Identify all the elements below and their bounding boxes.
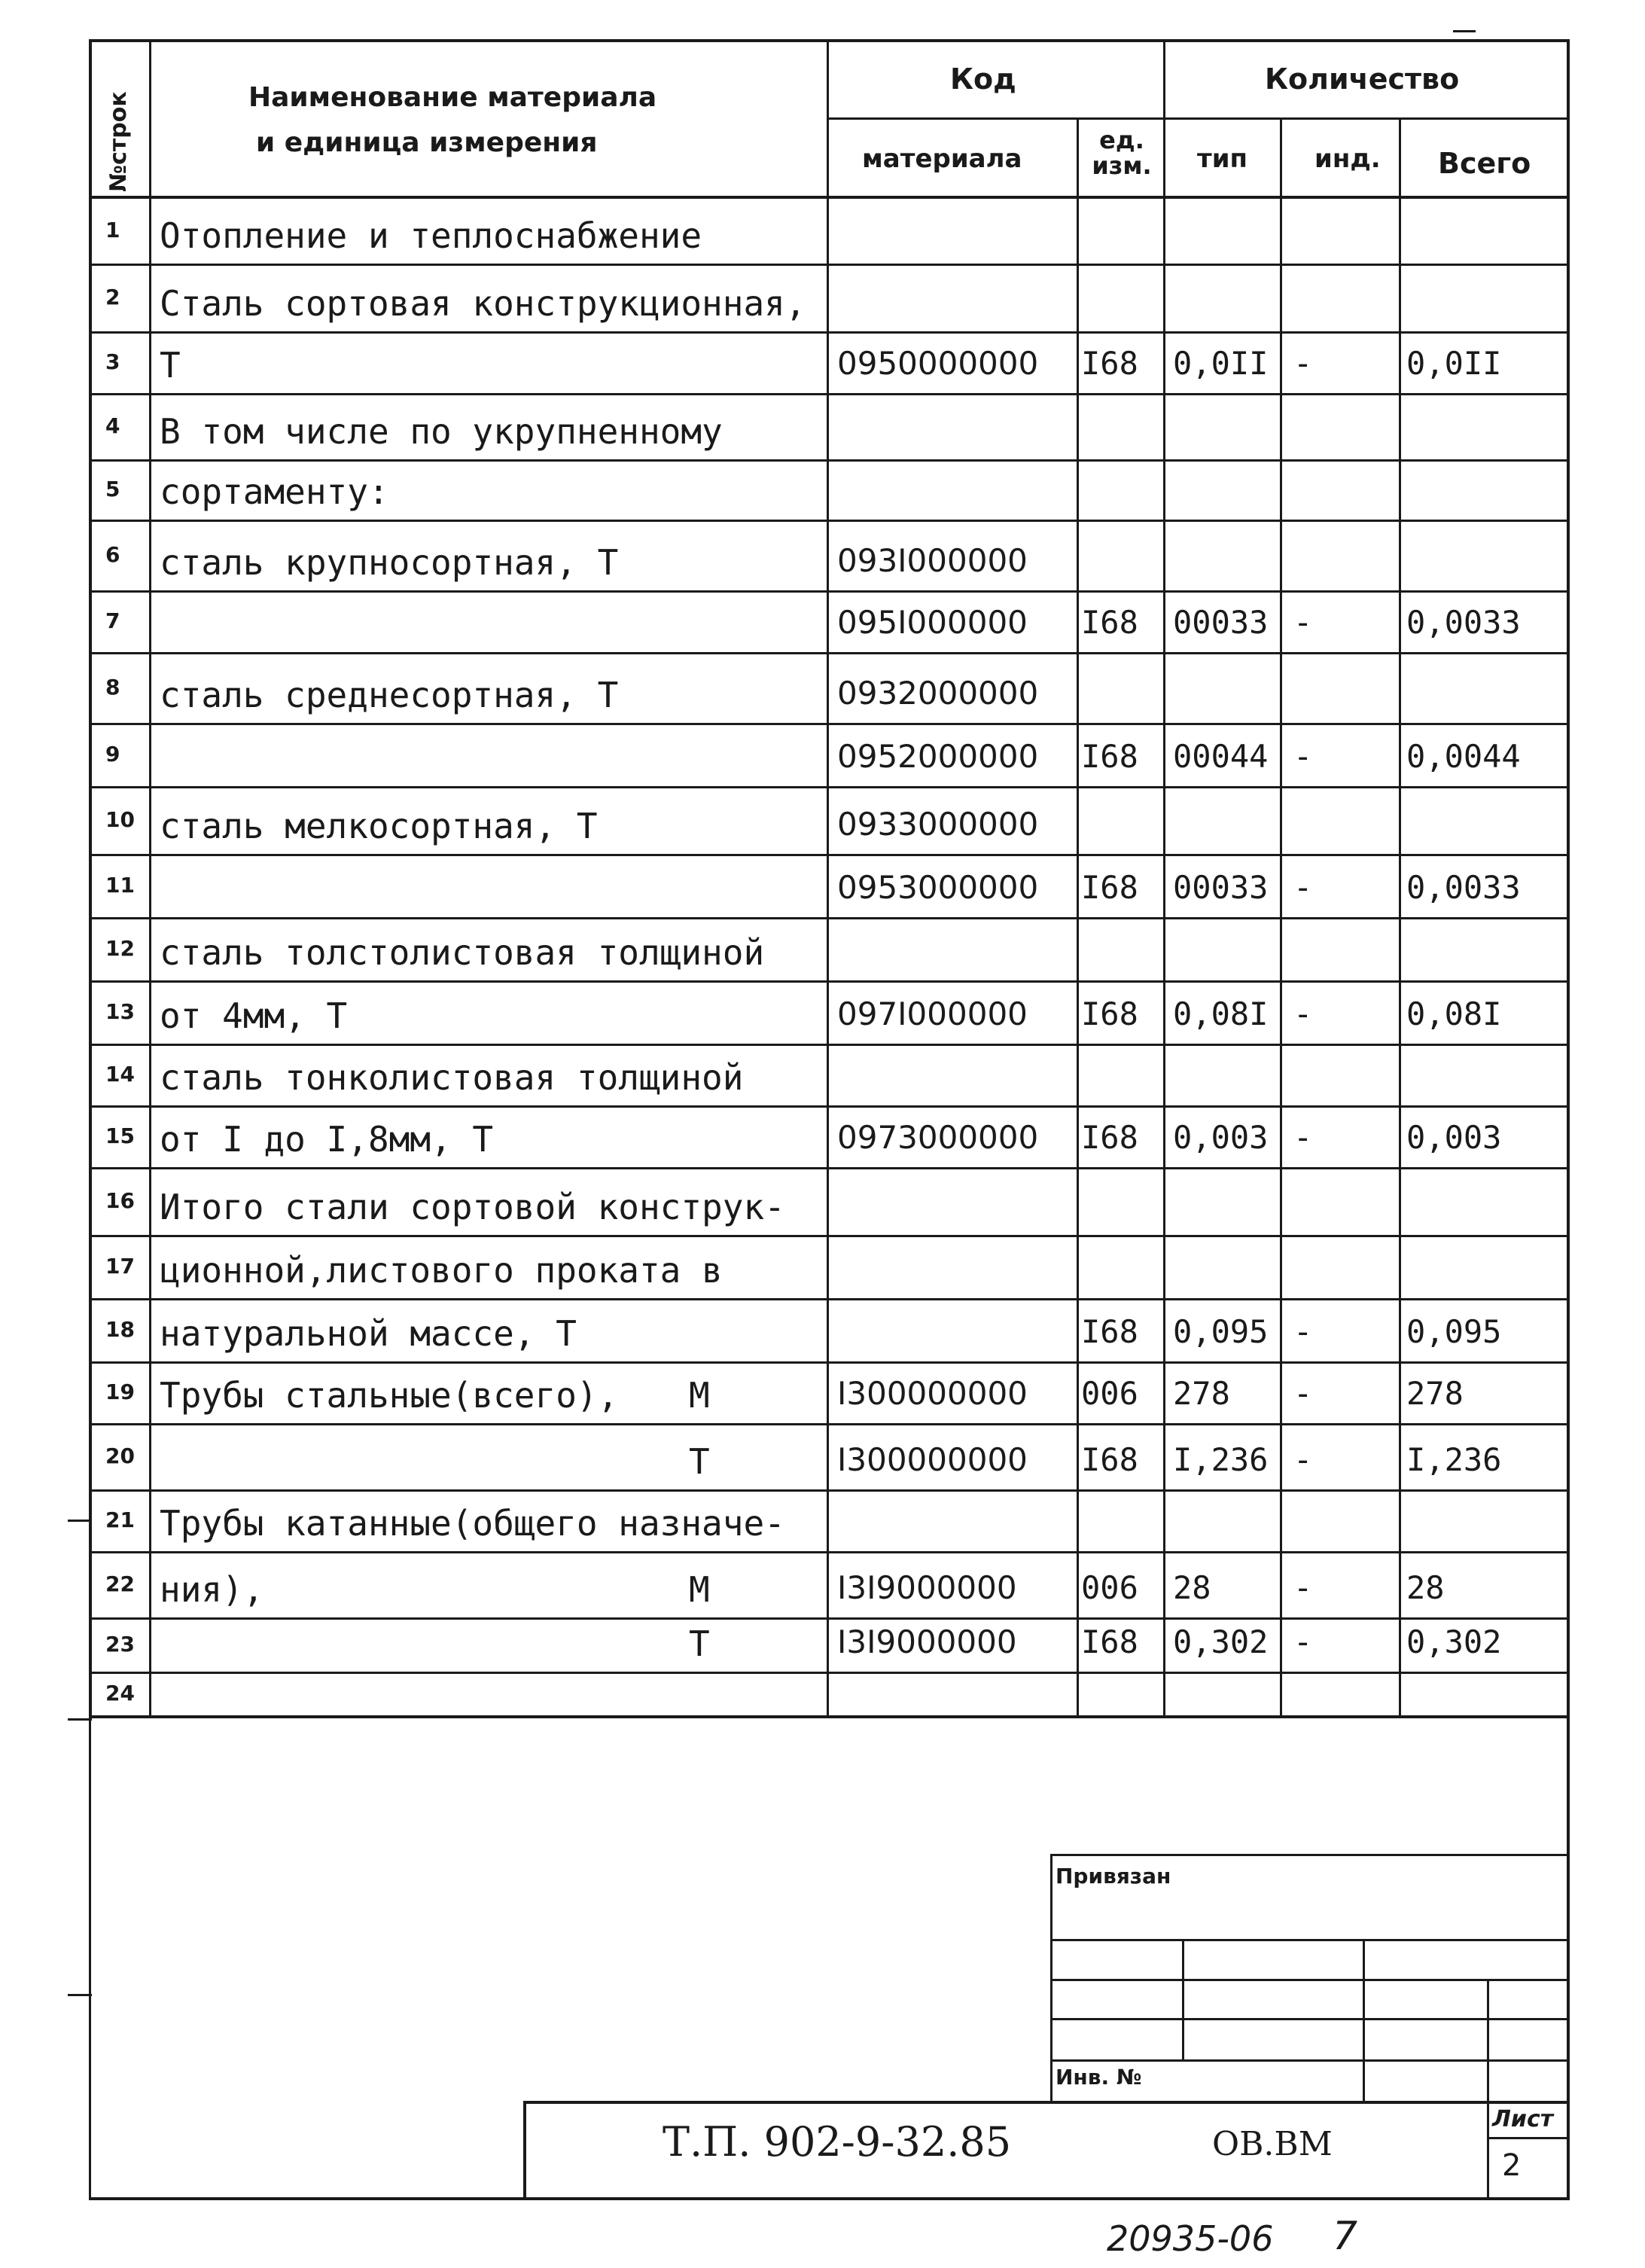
stamp-col-2 bbox=[1363, 1939, 1365, 2102]
row-number: 10 bbox=[105, 807, 135, 832]
table-right-border bbox=[1567, 39, 1570, 1718]
row-divider bbox=[89, 1235, 1570, 1237]
row-name: сортаменту: bbox=[160, 471, 389, 512]
row-qty-ind: - bbox=[1293, 1313, 1313, 1350]
header-row-number: №строк bbox=[105, 91, 132, 192]
row-number: 17 bbox=[105, 1254, 135, 1279]
row-qty-type: 28 bbox=[1173, 1569, 1211, 1606]
row-name: сталь тонколистовая толщиной bbox=[160, 1057, 744, 1098]
row-name: Т bbox=[160, 345, 181, 386]
row-number: 19 bbox=[105, 1379, 135, 1404]
row-number: 14 bbox=[105, 1062, 135, 1087]
row-unit-code: I68 bbox=[1081, 738, 1138, 775]
row-material-code: 0950000000 bbox=[837, 345, 1039, 382]
row-unit-code: I68 bbox=[1081, 1623, 1138, 1660]
stamp-row-3 bbox=[1050, 2018, 1570, 2020]
row-material-code: 0933000000 bbox=[837, 806, 1039, 843]
row-qty-type: 0,302 bbox=[1173, 1623, 1269, 1660]
row-qty-total: 0,0044 bbox=[1406, 738, 1521, 775]
row-material-code: 0952000000 bbox=[837, 738, 1039, 775]
sheet-number: 2 bbox=[1502, 2148, 1522, 2183]
row-name: натуральной массе, Т bbox=[160, 1313, 577, 1354]
row-material-code: 097I000000 bbox=[837, 995, 1028, 1032]
table-bottom-border bbox=[89, 1715, 1570, 1718]
row-divider bbox=[89, 723, 1570, 725]
row-unit-code: I68 bbox=[1081, 1313, 1138, 1350]
row-qty-total: 0,0II bbox=[1406, 345, 1502, 382]
header-subline bbox=[827, 117, 1570, 120]
row-material-code: I300000000 bbox=[837, 1441, 1028, 1478]
row-number: 7 bbox=[105, 608, 120, 633]
row-unit-suffix: Т bbox=[689, 1623, 710, 1664]
table-left-border bbox=[89, 39, 92, 1718]
row-qty-total: 0,0033 bbox=[1406, 869, 1521, 906]
row-qty-type: 00044 bbox=[1173, 738, 1269, 775]
row-divider bbox=[89, 1617, 1570, 1620]
archive-page: 7 bbox=[1333, 2214, 1358, 2259]
row-divider bbox=[89, 854, 1570, 856]
row-number: 22 bbox=[105, 1571, 135, 1596]
row-name: В том числе по укрупненному bbox=[160, 411, 723, 452]
row-divider bbox=[89, 1361, 1570, 1364]
row-name: Трубы стальные(всего), bbox=[160, 1375, 619, 1416]
row-qty-ind: - bbox=[1293, 869, 1313, 906]
stamp-top bbox=[1050, 1854, 1570, 1856]
row-divider bbox=[89, 393, 1570, 395]
row-number: 2 bbox=[105, 285, 120, 309]
stamp-row-1 bbox=[1050, 1939, 1570, 1941]
row-name: Трубы катанные(общего назначе- bbox=[160, 1503, 785, 1544]
row-number: 4 bbox=[105, 413, 120, 438]
row-number: 24 bbox=[105, 1681, 135, 1706]
row-material-code: I3I9000000 bbox=[837, 1569, 1017, 1606]
row-qty-total: I,236 bbox=[1406, 1441, 1502, 1478]
row-name: Итого стали сортовой конструк- bbox=[160, 1187, 785, 1227]
header-name-line1: Наименование материала bbox=[248, 82, 657, 113]
row-divider bbox=[89, 1105, 1570, 1108]
row-qty-type: 0,003 bbox=[1173, 1119, 1269, 1156]
sheet-label: Лист bbox=[1492, 2106, 1554, 2132]
row-divider bbox=[89, 520, 1570, 522]
row-material-code: 0973000000 bbox=[837, 1119, 1039, 1156]
stamp-col-1 bbox=[1182, 1939, 1184, 2059]
row-number: 11 bbox=[105, 873, 135, 898]
row-number: 9 bbox=[105, 742, 120, 767]
row-unit-code: I68 bbox=[1081, 995, 1138, 1032]
row-qty-type: 0,095 bbox=[1173, 1313, 1269, 1350]
stamp-row-4 bbox=[1050, 2059, 1570, 2062]
row-material-code: I3I9000000 bbox=[837, 1623, 1017, 1660]
row-unit-code: I68 bbox=[1081, 1119, 1138, 1156]
row-qty-type: 278 bbox=[1173, 1375, 1230, 1412]
header-code: Код bbox=[950, 62, 1016, 96]
row-qty-total: 0,0033 bbox=[1406, 604, 1521, 641]
row-qty-total: 28 bbox=[1406, 1569, 1445, 1606]
row-divider bbox=[89, 459, 1570, 462]
stamp-row-2 bbox=[1050, 1979, 1570, 1981]
col-line-num bbox=[149, 39, 151, 1715]
row-divider bbox=[89, 980, 1570, 983]
row-material-code: 0932000000 bbox=[837, 675, 1039, 712]
row-name: Отопление и теплоснабжение bbox=[160, 215, 702, 256]
row-number: 8 bbox=[105, 675, 120, 700]
row-divider bbox=[89, 331, 1570, 334]
header-ind: инд. bbox=[1314, 144, 1381, 174]
row-qty-ind: - bbox=[1293, 604, 1313, 641]
row-name: сталь мелкосортная, Т bbox=[160, 806, 598, 846]
row-divider bbox=[89, 590, 1570, 593]
row-number: 21 bbox=[105, 1507, 135, 1532]
row-material-code: I300000000 bbox=[837, 1375, 1028, 1412]
row-material-code: 0953000000 bbox=[837, 869, 1039, 906]
row-qty-total: 0,08I bbox=[1406, 995, 1502, 1032]
row-name: от 4мм, Т bbox=[160, 995, 348, 1036]
margin-tick-1 bbox=[68, 1520, 92, 1522]
row-qty-total: 0,095 bbox=[1406, 1313, 1502, 1350]
row-qty-type: 00033 bbox=[1173, 604, 1269, 641]
title-block-sheet-divider bbox=[1487, 2101, 1489, 2199]
row-qty-ind: - bbox=[1293, 1623, 1313, 1660]
margin-tick-2 bbox=[68, 1718, 92, 1721]
row-qty-total: 278 bbox=[1406, 1375, 1464, 1412]
row-qty-ind: - bbox=[1293, 345, 1313, 382]
row-number: 3 bbox=[105, 349, 120, 374]
row-divider bbox=[89, 917, 1570, 919]
row-qty-ind: - bbox=[1293, 995, 1313, 1032]
row-qty-ind: - bbox=[1293, 1441, 1313, 1478]
row-unit-code: 006 bbox=[1081, 1569, 1138, 1606]
row-material-code: 095I000000 bbox=[837, 604, 1028, 641]
header-name-line2: и единица измерения bbox=[256, 127, 598, 158]
row-number: 5 bbox=[105, 477, 120, 501]
col-line-unit bbox=[1163, 39, 1165, 1715]
corner-tick bbox=[1453, 30, 1476, 32]
row-material-code: 093I000000 bbox=[837, 542, 1028, 579]
header-quantity: Количество bbox=[1265, 62, 1460, 96]
row-divider bbox=[89, 1672, 1570, 1674]
document-section: ОВ.ВМ bbox=[1212, 2125, 1333, 2163]
frame-left bbox=[89, 1718, 91, 2200]
row-unit-code: I68 bbox=[1081, 869, 1138, 906]
row-divider bbox=[89, 1423, 1570, 1425]
title-block-top bbox=[523, 2101, 1570, 2104]
row-divider bbox=[89, 1489, 1570, 1492]
row-number: 1 bbox=[105, 218, 120, 242]
row-number: 12 bbox=[105, 936, 135, 961]
row-qty-total: 0,302 bbox=[1406, 1623, 1502, 1660]
row-name: Сталь сортовая конструкционная, bbox=[160, 283, 806, 324]
row-divider bbox=[89, 652, 1570, 654]
row-qty-ind: - bbox=[1293, 1119, 1313, 1156]
title-block-sheet-label-line bbox=[1487, 2137, 1570, 2139]
row-qty-ind: - bbox=[1293, 738, 1313, 775]
row-name: от I до I,8мм, Т bbox=[160, 1119, 494, 1160]
row-unit-suffix: М bbox=[689, 1375, 710, 1416]
row-unit-code: I68 bbox=[1081, 345, 1138, 382]
frame-bottom bbox=[89, 2197, 1570, 2200]
row-name: ционной,листового проката в bbox=[160, 1250, 723, 1291]
row-number: 18 bbox=[105, 1317, 135, 1342]
margin-tick-3 bbox=[68, 1994, 92, 1996]
title-block-left bbox=[523, 2101, 526, 2199]
header-total: Всего bbox=[1438, 147, 1531, 180]
row-number: 15 bbox=[105, 1123, 135, 1148]
row-number: 23 bbox=[105, 1632, 135, 1657]
row-qty-total: 0,003 bbox=[1406, 1119, 1502, 1156]
row-unit-suffix: Т bbox=[689, 1441, 710, 1482]
row-divider bbox=[89, 786, 1570, 788]
archive-number: 20935-06 bbox=[1107, 2218, 1274, 2259]
row-divider bbox=[89, 1298, 1570, 1300]
row-divider bbox=[89, 1551, 1570, 1553]
row-number: 6 bbox=[105, 542, 120, 567]
stamp-privyazan: Привязан bbox=[1056, 1864, 1171, 1888]
document-code: Т.П. 902-9-32.85 bbox=[663, 2118, 1012, 2166]
table-top-border bbox=[89, 39, 1570, 42]
col-line-name bbox=[827, 39, 829, 1715]
stamp-left bbox=[1050, 1854, 1052, 2102]
header-bottom bbox=[89, 196, 1570, 199]
row-name: ния), bbox=[160, 1569, 264, 1610]
row-qty-ind: - bbox=[1293, 1569, 1313, 1606]
stamp-inv-no: Инв. № bbox=[1056, 2065, 1142, 2090]
row-number: 20 bbox=[105, 1443, 135, 1468]
header-unit: ед. изм. bbox=[1092, 126, 1152, 180]
row-unit-code: I68 bbox=[1081, 1441, 1138, 1478]
row-qty-type: 00033 bbox=[1173, 869, 1269, 906]
row-divider bbox=[89, 264, 1570, 266]
header-type: тип bbox=[1197, 144, 1248, 174]
row-unit-suffix: М bbox=[689, 1569, 710, 1610]
stamp-col-3 bbox=[1487, 1979, 1489, 2102]
row-name: сталь толстолистовая толщиной bbox=[160, 932, 765, 973]
row-qty-type: 0,0II bbox=[1173, 345, 1269, 382]
row-divider bbox=[89, 1167, 1570, 1169]
row-number: 13 bbox=[105, 999, 135, 1024]
row-qty-ind: - bbox=[1293, 1375, 1313, 1412]
row-divider bbox=[89, 1044, 1570, 1046]
row-qty-type: I,236 bbox=[1173, 1441, 1269, 1478]
row-name: сталь среднесортная, Т bbox=[160, 675, 619, 715]
frame-right bbox=[1567, 1718, 1570, 2200]
row-unit-code: I68 bbox=[1081, 604, 1138, 641]
row-unit-code: 006 bbox=[1081, 1375, 1138, 1412]
row-name: сталь крупносортная, Т bbox=[160, 542, 619, 583]
row-number: 16 bbox=[105, 1188, 135, 1213]
header-material: материала bbox=[862, 144, 1022, 174]
row-qty-type: 0,08I bbox=[1173, 995, 1269, 1032]
